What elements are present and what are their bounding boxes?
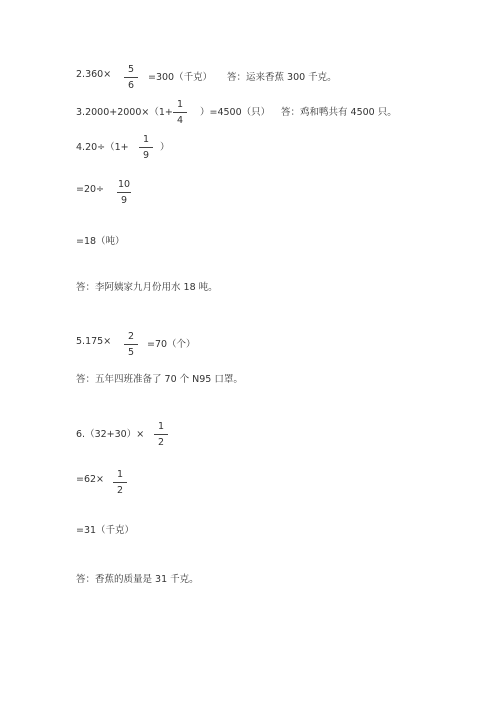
problem-5-expression-prefix: 5.175×	[76, 336, 112, 347]
fraction-numerator: 1	[157, 421, 165, 432]
problem-3-expression-suffix: ）=4500（只）	[200, 107, 271, 118]
fraction-numerator: 5	[127, 64, 135, 75]
fraction-denominator: 9	[142, 150, 150, 161]
problem-4-expression-prefix: 4.20÷（1+	[76, 142, 129, 153]
problem-6-step-3: =31（千克）	[76, 525, 135, 536]
problem-4-step-3: =18（吨）	[76, 236, 125, 247]
problem-4-step-2-fraction	[117, 178, 131, 207]
problem-2-expression-prefix: 2.360×	[76, 69, 112, 80]
fraction-denominator: 5	[127, 347, 135, 358]
fraction-numerator: 1	[176, 99, 184, 110]
fraction-denominator: 4	[176, 115, 184, 126]
problem-6-step-2-prefix: =62×	[76, 474, 105, 485]
problem-2-expression-suffix: =300（千克）	[148, 72, 213, 83]
fraction-numerator: 10	[117, 179, 131, 190]
fraction-denominator: 9	[120, 195, 128, 206]
problem-3-expression-prefix: 3.2000+2000×（1+	[76, 107, 173, 118]
problem-4-answer: 答：李阿姨家九月份用水 18 吨。	[76, 282, 218, 293]
problem-3-fraction	[173, 98, 187, 127]
problem-5-answer: 答：五年四班准备了 70 个 N95 口罩。	[76, 374, 243, 385]
problem-2-fraction	[124, 63, 138, 92]
problem-2-answer: 答：运来香蕉 300 千克。	[227, 72, 337, 83]
problem-4-expression-suffix: ）	[160, 142, 170, 153]
fraction-numerator: 2	[127, 331, 135, 342]
fraction-denominator: 2	[157, 437, 165, 448]
problem-4-step-2-prefix: =20÷	[76, 184, 105, 195]
fraction-bar	[139, 147, 153, 148]
fraction-denominator: 6	[127, 80, 135, 91]
fraction-bar	[113, 482, 127, 483]
problem-6-answer: 答：香蕉的质量是 31 千克。	[76, 574, 199, 585]
fraction-numerator: 1	[116, 469, 124, 480]
problem-5-fraction	[124, 330, 138, 359]
fraction-numerator: 1	[142, 134, 150, 145]
fraction-bar	[154, 434, 168, 435]
problem-4-fraction	[139, 133, 153, 162]
fraction-bar	[173, 112, 187, 113]
problem-6-fraction	[154, 420, 168, 449]
fraction-bar	[124, 344, 138, 345]
problem-6-expression-prefix: 6.（32+30）×	[76, 429, 145, 440]
problem-6-step-2-fraction	[113, 468, 127, 497]
fraction-bar	[117, 192, 131, 193]
problem-3-answer: 答：鸡和鸭共有 4500 只。	[281, 107, 397, 118]
fraction-denominator: 2	[116, 485, 124, 496]
problem-5-expression-suffix: =70（个）	[147, 339, 196, 350]
fraction-bar	[124, 77, 138, 78]
